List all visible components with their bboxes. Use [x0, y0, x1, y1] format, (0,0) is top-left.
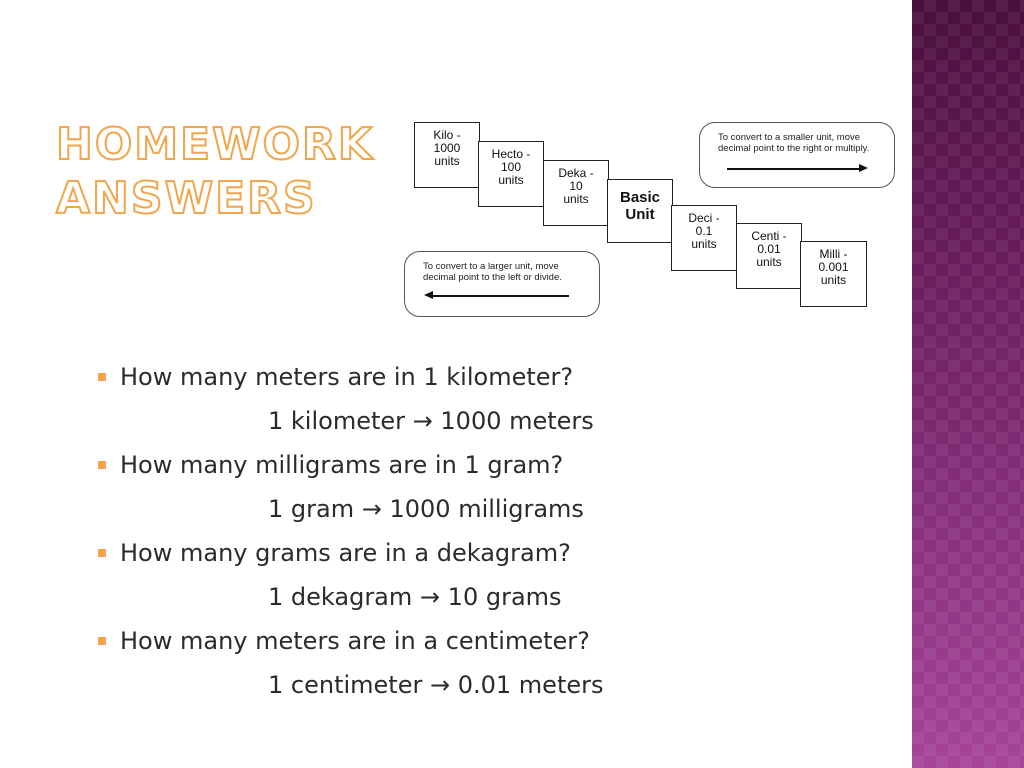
- slide-title: [56, 118, 374, 226]
- unit-name: Deka -: [558, 166, 594, 180]
- question-text: How many milligrams are in 1 gram?: [120, 451, 564, 479]
- unit-box-centi: [736, 223, 802, 289]
- answer-from: 1 gram: [268, 495, 355, 523]
- unit-box-kilo: [414, 122, 480, 188]
- metric-staircase-diagram: [400, 115, 900, 325]
- unit-suffix: units: [691, 237, 717, 251]
- unit-value: 0.01: [757, 242, 781, 256]
- unit-name: Centi -: [751, 229, 787, 243]
- answer-to: 10 grams: [447, 583, 562, 611]
- arrow-right-line: [727, 168, 859, 170]
- question-item: [96, 533, 896, 577]
- bullet-icon: [98, 461, 106, 469]
- note-smaller-unit: [699, 122, 895, 188]
- unit-name: Deci -: [688, 211, 720, 225]
- arrow-left-icon: [424, 291, 433, 299]
- question-item: [96, 357, 896, 401]
- unit-suffix: units: [756, 255, 782, 269]
- unit-value: 10: [569, 179, 583, 193]
- question-item: [96, 621, 896, 665]
- arrow-right-icon: [859, 164, 868, 172]
- unit-box-deka: [543, 160, 609, 226]
- bullet-icon: [98, 637, 106, 645]
- unit-name: Hecto -: [491, 147, 531, 161]
- note-smaller-text: To convert to a smaller unit, move decimal point to the right or multiply.: [718, 132, 870, 154]
- title-line-2: ANSWERS: [56, 173, 317, 224]
- unit-box-milli: [800, 241, 867, 307]
- bullet-icon: [98, 549, 106, 557]
- unit-suffix: units: [498, 173, 524, 187]
- question-item: [96, 445, 896, 489]
- unit-name: Kilo -: [433, 128, 461, 142]
- unit-suffix: units: [434, 154, 460, 168]
- answer-from: 1 dekagram: [268, 583, 413, 611]
- unit-value: Unit: [625, 206, 655, 223]
- unit-value: 0.001: [818, 260, 849, 274]
- unit-name: Milli -: [819, 247, 848, 261]
- unit-suffix: units: [820, 273, 847, 287]
- answer-item: [96, 401, 896, 445]
- decorative-sidebar: [912, 0, 1024, 768]
- arrow-right-icon: →: [361, 495, 382, 523]
- bullet-icon: [98, 373, 106, 381]
- question-text: How many grams are in a dekagram?: [120, 539, 571, 567]
- note-larger-text: To convert to a larger unit, move decimal point to the left or divide.: [423, 261, 562, 283]
- arrow-right-icon: →: [419, 583, 441, 611]
- question-text: How many meters are in 1 kilometer?: [120, 363, 574, 391]
- answer-to: 1000 milligrams: [389, 495, 584, 523]
- answer-item: [96, 489, 896, 533]
- answer-item: [96, 577, 896, 621]
- answer-to: 1000 meters: [440, 407, 594, 435]
- unit-box-deci: [671, 205, 737, 271]
- question-text: How many meters are in a centimeter?: [120, 627, 590, 655]
- unit-value: 100: [500, 160, 522, 174]
- answer-from: 1 centimeter: [268, 671, 423, 699]
- unit-box-basic: [607, 179, 673, 243]
- answer-from: 1 kilometer: [268, 407, 406, 435]
- arrow-right-icon: →: [429, 671, 451, 699]
- unit-value: 0.1: [695, 224, 713, 238]
- unit-name: Basic: [619, 189, 661, 206]
- unit-box-hecto: [478, 141, 544, 207]
- answer-to: 0.01 meters: [457, 671, 604, 699]
- unit-value: 1000: [433, 141, 461, 155]
- answer-item: [96, 665, 896, 709]
- qa-list: [96, 357, 896, 709]
- arrow-left-line: [433, 295, 569, 297]
- unit-suffix: units: [563, 192, 589, 206]
- note-larger-unit: [404, 251, 600, 317]
- title-line-1: HOMEWORK: [56, 119, 374, 170]
- arrow-right-icon: →: [412, 407, 433, 435]
